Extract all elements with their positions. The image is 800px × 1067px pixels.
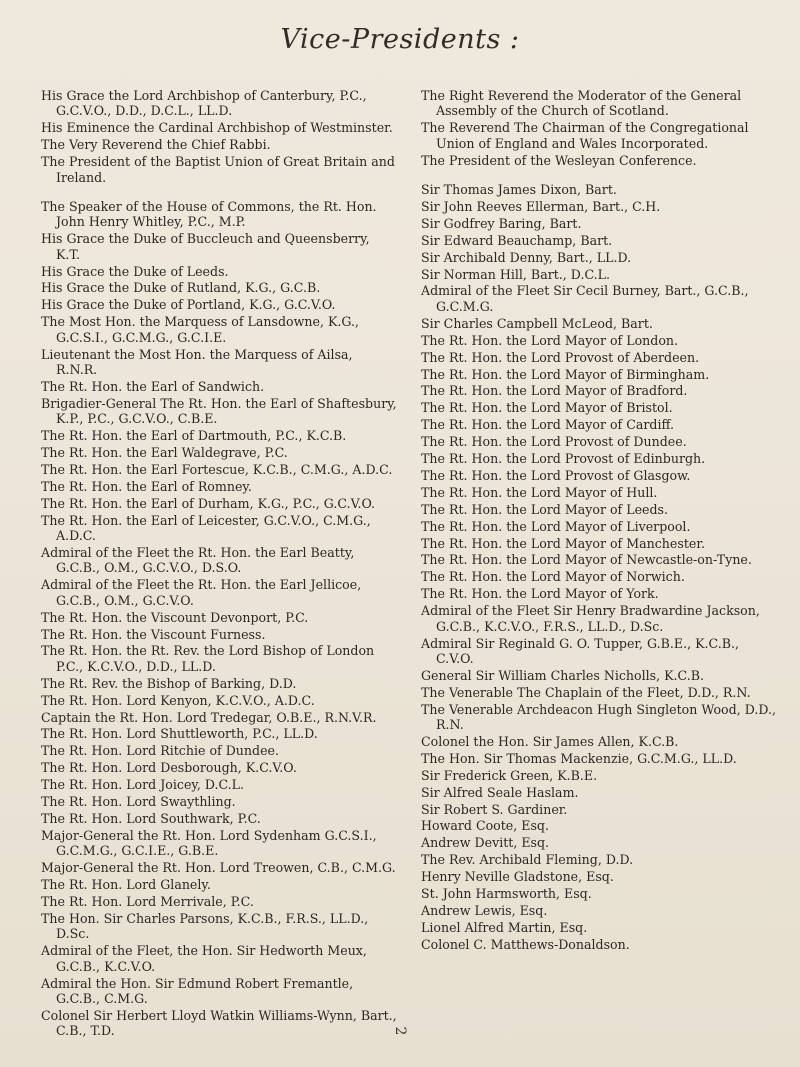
vice-president-entry: The Rev. Archibald Fleming, D.D.	[421, 852, 634, 868]
vice-president-entry: The Rt. Rev. the Bishop of Barking, D.D.	[41, 675, 297, 691]
vice-president-entry: The Rt. Hon. the Earl of Leicester, G.C.V.O., C.M.G., A.D.C.	[41, 512, 371, 544]
vice-president-entry: The Most Hon. the Marquess of Lansdowne, K.G., G.C.S.I., G.C.M.G., G.C.I.E.	[41, 314, 359, 345]
vice-president-entry: Admiral of the Fleet the Rt. Hon. the Earl Jellicoe, G.C.B., O.M., G.C.V.O.	[41, 577, 362, 608]
vice-president-entry: The Rt. Hon. the Lord Mayor of Manchester.	[421, 535, 705, 551]
vice-president-entry: Admiral the Hon. Sir Edmund Robert Fremantle, G.C.B., C.M.G.	[41, 975, 354, 1006]
vice-president-entry: Admiral of the Fleet, the Hon. Sir Hedworth Meux, G.C.B., K.C.V.O.	[41, 943, 367, 974]
vice-president-entry: Sir Robert S. Gardiner.	[421, 801, 568, 817]
vice-president-entry: The Rt. Hon. Lord Ritchie of Dundee.	[41, 743, 279, 759]
vice-president-entry: The Rt. Hon. the Earl of Dartmouth, P.C., K.C.B.	[41, 428, 347, 444]
vice-president-entry: Andrew Devitt, Esq.	[421, 835, 550, 851]
vice-president-entry: Sir Godfrey Baring, Bart.	[421, 215, 582, 231]
vice-president-entry: His Grace the Duke of Rutland, K.G., G.C.B.	[41, 280, 321, 296]
vice-president-entry: His Grace the Duke of Buccleuch and Queensberry, K.T.	[41, 231, 370, 262]
vice-president-entry: Howard Coote, Esq.	[421, 818, 549, 834]
vice-president-entry: The Rt. Hon. the Earl of Sandwich.	[41, 378, 265, 394]
vice-president-entry: The Rt. Hon. the Lord Provost of Dundee.	[421, 434, 687, 450]
vice-president-entry: Andrew Lewis, Esq.	[421, 903, 548, 918]
vice-president-entry: The Rt. Hon. the Lord Mayor of London.	[421, 332, 679, 348]
vice-president-entry: Sir Alfred Seale Haslam.	[421, 784, 579, 800]
vice-president-entry: The Reverend The Chairman of the Congregational Union of England and Wales Incorporated.	[421, 120, 749, 151]
vice-president-entry: Colonel the Hon. Sir James Allen, K.C.B.	[421, 733, 679, 749]
vice-president-entry: The Rt. Hon. the Earl Fortescue, K.C.B., C.M.G., A.D.C.	[41, 461, 393, 477]
vice-president-entry: The Rt. Hon. the Lord Mayor of Bristol.	[421, 400, 673, 416]
vice-president-entry: Admiral of the Fleet the Rt. Hon. the Earl Beatty, G.C.B., O.M., G.C.V.O., D.S.O.	[41, 544, 355, 576]
page-number: 2	[392, 1026, 408, 1036]
vice-president-entry: Colonel Sir Herbert Lloyd Watkin Williams-Wynn, Bart., C.B., T.D.	[41, 1007, 397, 1039]
vice-president-entry: The Rt. Hon. Lord Shuttleworth, P.C., LL.D.	[41, 726, 318, 742]
vice-president-entry: The Rt. Hon. the Lord Mayor of Liverpool.	[421, 518, 691, 534]
vice-president-entry: The Rt. Hon. Lord Swaythling.	[41, 794, 236, 810]
vice-president-entry: Major-General the Rt. Hon. Lord Sydenham G.C.S.I., G.C.M.G., G.C.I.E., G.B.E.	[41, 827, 377, 859]
vice-president-entry: The Rt. Hon. the Lord Mayor of Leeds.	[421, 501, 669, 517]
vice-president-entry: The Rt. Hon. the Lord Mayor of Cardiff.	[421, 417, 674, 433]
vice-president-entry: The Rt. Hon. the Lord Provost of Edinburgh.	[421, 451, 706, 467]
vice-president-entry: Admiral of the Fleet Sir Henry Bradwardine Jackson, G.C.B., K.C.V.O., F.R.S., LL.D., D.Sc.	[421, 603, 760, 634]
vice-president-entry: The Rt. Hon. the Lord Mayor of Newcastle-on-Tyne.	[421, 552, 752, 568]
vice-president-entry: The Rt. Hon. the Viscount Furness.	[41, 626, 266, 642]
vice-president-entry: General Sir William Charles Nicholls, K.C.B.	[421, 667, 705, 683]
vice-president-entry: The Rt. Hon. the Lord Provost of Glasgow.	[421, 467, 691, 483]
vice-president-entry: The Venerable The Chaplain of the Fleet, D.D., R.N.	[421, 684, 751, 700]
vice-president-entry: The Rt. Hon. Lord Southwark, P.C.	[41, 810, 261, 826]
vice-president-entry: The Rt. Hon. the Lord Mayor of Norwich.	[421, 569, 685, 585]
vice-president-entry: His Grace the Duke of Leeds.	[41, 263, 229, 279]
vice-president-entry: The Speaker of the House of Commons, the Rt. Hon. John Henry Whitley, P.C., M.P.	[41, 198, 377, 230]
vice-president-entry: Admiral Sir Reginald G. O. Tupper, G.B.E., K.C.B., C.V.O.	[421, 635, 739, 666]
vice-president-entry: Admiral of the Fleet Sir Cecil Burney, Bart., G.C.B., G.C.M.G.	[421, 283, 749, 314]
vice-president-entry: The Rt. Hon. Lord Merrivale, P.C.	[41, 894, 254, 909]
vice-president-entry: The Rt. Hon. Lord Desborough, K.C.V.O.	[41, 760, 297, 776]
vice-president-entry: The Rt. Hon. the Earl Waldegrave, P.C.	[41, 445, 288, 461]
vice-president-entry: The Rt. Hon. Lord Joicey, D.C.L.	[41, 777, 245, 793]
vice-president-entry: The Rt. Hon. the Lord Mayor of Birmingham.	[421, 366, 710, 382]
right-column	[421, 88, 779, 966]
vice-president-entry: His Grace the Lord Archbishop of Canterbury, P.C., G.C.V.O., D.D., D.C.L., LL.D.	[41, 88, 367, 119]
vice-president-entry: Sir Norman Hill, Bart., D.C.L.	[421, 266, 610, 282]
vice-president-entry: The Hon. Sir Charles Parsons, K.C.B., F.R.S., LL.D., D.Sc.	[41, 910, 369, 942]
vice-president-entry: The Rt. Hon. the Earl of Durham, K.G., P.C., G.C.V.O.	[41, 495, 376, 511]
left-column	[41, 88, 397, 1053]
left-group	[41, 88, 397, 185]
page-heading: Vice-Presidents :	[280, 24, 520, 55]
vice-president-entry: Colonel C. Matthews-Donaldson.	[421, 936, 630, 952]
vice-president-entry: Sir Archibald Denny, Bart., LL.D.	[421, 249, 632, 265]
vice-president-entry: The Rt. Hon. the Lord Mayor of York.	[421, 586, 659, 602]
vice-president-entry: The Very Reverend the Chief Rabbi.	[41, 137, 271, 153]
vice-president-entry: The Venerable Archdeacon Hugh Singleton Wood, D.D., R.N.	[421, 701, 777, 733]
vice-president-entry: The Rt. Hon. Lord Kenyon, K.C.V.O., A.D.C.	[41, 692, 315, 708]
vice-president-entry: Captain the Rt. Hon. Lord Tredegar, O.B.E., R.N.V.R.	[41, 709, 377, 725]
vice-president-entry: The President of the Wesleyan Conference.	[421, 152, 697, 168]
right-group	[421, 88, 779, 168]
vice-president-entry: Henry Neville Gladstone, Esq.	[421, 869, 614, 885]
vice-president-entry: St. John Harmsworth, Esq.	[421, 886, 592, 902]
vice-president-entry: Sir Frederick Green, K.B.E.	[421, 767, 598, 783]
vice-president-entry: The Rt. Hon. Lord Glanely.	[41, 877, 211, 893]
vice-president-entry: His Grace the Duke of Portland, K.G., G.C.V.O.	[41, 297, 336, 313]
vice-president-entry: The Right Reverend the Moderator of the General Assembly of the Church of Scotland.	[421, 88, 742, 119]
vice-president-entry: The Rt. Hon. the Lord Mayor of Hull.	[421, 484, 658, 500]
vice-president-entry: Brigadier-General The Rt. Hon. the Earl of Shaftesbury, K.P., P.C., G.C.V.O., C.B.E.	[41, 395, 397, 427]
vice-president-entry: The Rt. Hon. the Lord Mayor of Bradford.	[421, 383, 688, 399]
vice-president-entry: Sir Edward Beauchamp, Bart.	[421, 232, 613, 248]
vice-president-entry: The Rt. Hon. the Viscount Devonport, P.C.	[41, 609, 309, 625]
vice-president-entry: The Rt. Hon. the Lord Provost of Aberdeen.	[421, 349, 700, 365]
right-group	[421, 182, 779, 952]
vice-president-entry: Sir Thomas James Dixon, Bart.	[421, 182, 617, 198]
vice-president-entry: Lionel Alfred Martin, Esq.	[421, 919, 588, 935]
vice-president-entry: Lieutenant the Most Hon. the Marquess of Ailsa, R.N.R.	[41, 346, 353, 377]
vice-president-entry: The Hon. Sir Thomas Mackenzie, G.C.M.G., LL.D.	[421, 750, 737, 766]
vice-president-entry: The President of the Baptist Union of Great Britain and Ireland.	[41, 154, 395, 185]
vice-president-entry: The Rt. Hon. the Rt. Rev. the Lord Bishop of London P.C., K.C.V.O., D.D., LL.D.	[41, 643, 375, 674]
vice-president-entry: The Rt. Hon. the Earl of Romney.	[41, 478, 252, 494]
vice-president-entry: Major-General the Rt. Hon. Lord Treowen, C.B., C.M.G.	[41, 860, 396, 876]
vice-president-entry: Sir John Reeves Ellerman, Bart., C.H.	[421, 198, 661, 214]
vice-president-entry: His Eminence the Cardinal Archbishop of Westminster.	[41, 120, 393, 136]
left-group	[41, 199, 397, 1039]
vice-president-entry: Sir Charles Campbell McLeod, Bart.	[421, 315, 653, 331]
